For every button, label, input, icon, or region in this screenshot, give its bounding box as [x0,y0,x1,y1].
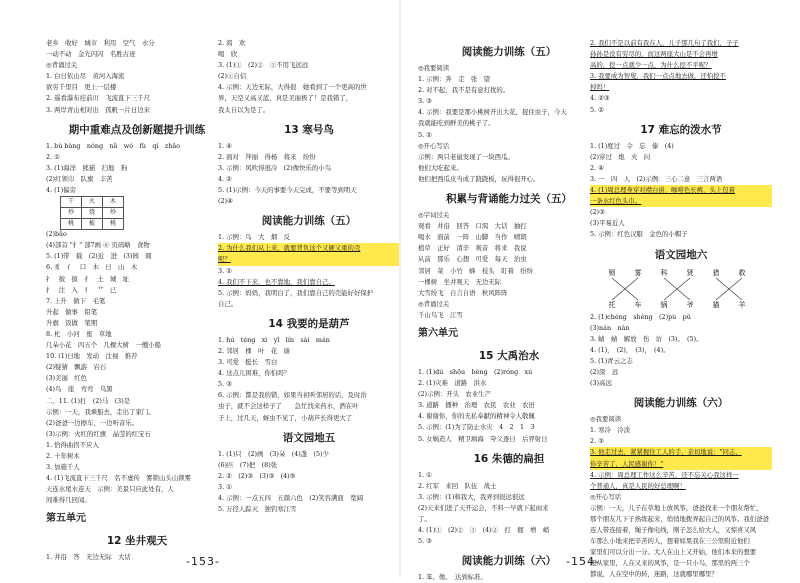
answer-line: 1. ④ [218,141,232,150]
answer-line: 从前 那乐 心想 可爱 每天 治虫 [418,255,527,264]
answer-line: 3. 示例：风吹得很冷 (2)像快乐的小鸟 [218,163,332,172]
answer-line: 我太自以为是了。 [218,105,270,114]
section-heading: 15 大禹治水 [478,349,540,362]
diagram-bottom-char: 锅 [660,300,668,309]
answer-line: 个普通人，真是人民的好总理啊！ [590,481,686,490]
answer-line: ◎我要阅读 [590,415,622,424]
answer-line: 一条水红色头巾。 [590,196,772,207]
answer-line: 虫子，就不会这样子了 急忙找来药水，洒在叶 [218,402,359,411]
answer-line: 自己。 [218,299,238,308]
answer-line: (6)匹 (7)把 (8)张 [218,460,278,469]
answer-line: 3. ② [218,266,232,275]
section-heading: 14 我要的是葫芦 [268,317,350,330]
section-heading: 13 寒号鸟 [284,123,334,136]
answer-line: 呢？ [218,254,400,265]
answer-line: 1. hú téng xì yǐ lín sài mán [218,335,330,344]
answer-line: 2. 红军 来回 队伍 战士 [418,481,497,490]
grid-cell: 木 [102,196,124,208]
answer-line: 2. ② (2)③ (3)③ (4)⑤ [218,471,296,480]
diagram-bottom-char: 托 [608,300,616,309]
answer-line: 4. 示例：天边无际，大得很 她看到了一个更高的世 [218,83,367,92]
answer-line: 喝水 面前 一阵 山脚 当作 晴朗 [418,233,527,242]
answer-line: (2)③ [590,208,605,217]
answer-line: 3. 一 四 人 (2)示例：三心二意 三言两语 [590,174,723,183]
answer-line: 你辛苦了，人民感谢你！" [590,459,772,470]
answer-line: 升旗 饭做 笔期 [46,318,98,327]
answer-line: (2)疑猜 飘游 岩石 [46,363,107,372]
answer-line: ◎背诵过关 [46,61,78,70]
answer-line: (2)爸爸一边擦车，一边听音乐。 [46,418,139,427]
answer-line: 5. ② [418,130,432,139]
answer-line: 1. ① [418,470,432,479]
answer-line: 4. (1)， (2)， (3)， (4)。 [590,345,670,354]
answer-line: 掉吗！ [590,83,610,92]
answer-line: 5. (1)带 载 (2)近 进 (3)园 圆 [46,252,152,261]
answer-line: 植草 正好 清辛 观音 将来 我说 [418,244,527,253]
answer-line: 几朵小花 四五个 几棵大树 一艘小船 [46,341,162,350]
section-heading: 语文园地五 [282,431,336,444]
answer-line: (2)红领巾 队旗 丰苦 [46,174,113,183]
answer-line: 4. 示例：一点五四 五颜六色 (2)笑容满面 宽阔 [218,494,363,502]
page-154-right-column [590,38,772,581]
character-grid [60,196,123,229]
answer-line: 1. 示例：鸟 大 烟 反 [218,233,291,242]
answer-line: 5. ② [590,105,604,114]
answer-line: 车那么小地来把辛苦的人，想着如果我在三公里附近他们 [590,537,750,546]
answer-line: 那个朋友几下子熟练起来，悄悄地拨弄起自己的风筝。我们爸爸 [590,515,769,523]
answer-line: 二、11. (1)打 (2)马 (3)是 [46,396,131,405]
answer-line: (3)平易近人 [590,219,625,228]
answer-line: ◎背诵过关 [418,299,450,308]
answer-line: 10. (1)日地 发动 注视 推荐 [46,352,138,361]
answer-line: 都说，人在空中的转，迷路，这就哪里哪里？ [590,570,718,579]
answer-line: 千山鸟飞 江雪 [418,310,463,319]
section-heading: 阅读能力训练（六） [461,555,557,568]
answer-line: (2)天来们进了天开运会，不料一早就下起雨来 [418,503,549,512]
answer-line: 观看 井沿 回答 口渴 大话 抽打 [418,222,527,231]
matching-diagram [590,266,772,310]
section-heading: 12 坐井观天 [106,535,168,548]
answer-line: 3. 我要成为智叟，我们一点点地去做，还怕挖不 [590,72,726,81]
answer-line: (2)④ [218,197,233,206]
answer-line: 7. 上升 做下 毛笔 [46,296,106,305]
answer-line: 1. (1)只 (2)画 (3)朵 (4)盏 (5)少 [218,449,329,458]
grid-cell: 烧 [81,207,103,219]
diagram-top-char: 猎 [712,268,720,277]
answer-line: 示例：两只老鼠发现了一块西瓜。 [418,152,514,161]
answer-line: 连人带连接着，绳子像电线，刚子怎么给大人，又惊喜又风 [590,526,757,535]
answer-line: 界，天空又高又蓝，真是美丽极了！是我错了， [218,94,353,103]
page-number: -154- [566,555,600,568]
answer-line: 8. 朼 小河 座 草地 [46,329,112,338]
answer-line: (3)nán nàn [590,323,630,332]
answer-line: (3)示例：火红的红旗 晶莹的红宝石 [46,429,151,438]
answer-line: ◎字词过关 [418,211,450,220]
diagram-bottom-char: 爷 [686,300,694,309]
answer-line: 2. 遥看瀑布挂前川 飞流直下三千尺 [46,94,150,103]
section-heading: 17 难忘的泼水节 [640,123,722,136]
answer-line: 6. 示例：都是我的错，如果当初听邻居的话，及时治 [218,391,367,400]
answer-line: 4. 谢谢你，你的无私奉献的精神令人敬佩 [418,412,535,421]
diagram-top-char: 锁 [608,268,616,277]
answer-line: 5. 示例：(1)为了防止水灾 4 2 1 3 [418,423,535,432]
answer-line: 了。 [418,515,431,523]
answer-line: 孙孙是没有穷尽的，而这两座大山是不会再增 [590,50,718,59]
section-heading: 期中重难点及创新题提升训练 [68,123,206,136]
diagram-top-char: 雾 [634,268,642,277]
answer-line: (4)鸟 座 弯弯 乌黑 [46,385,113,394]
answer-line: 5. 示例：妈妈，我明白了，我们靠自己的壳能好好保护 [218,288,374,297]
answer-line: 5. 万径人踪灭 独钓寒江雪 [218,505,297,514]
answer-line: ◎我要阅读 [418,64,450,72]
section-heading: 阅读能力训练（五） [461,46,557,58]
answer-line: 5. ③ [418,537,432,546]
section-heading: 阅读能力训练（五） [261,215,357,228]
answer-line: 1. 井沿 答 无边无际 大话 [46,553,131,562]
answer-line: ◎开心写话 [590,492,622,501]
section-heading: 语文园地六 [654,248,708,261]
answer-line: (3)高远 [590,379,612,388]
answer-line: 2. 面对 拜丽 得杨 将来 纷纷 [218,152,316,161]
answer-line: 4. (1)① (2)② ③ (4)② 打 握 增 峭 [418,526,550,535]
answer-line: 扌 注 入 亻 艹 已 [46,285,117,294]
diagram-bottom-char: 羊 [738,300,746,309]
answer-line: 欲穷千里目 更上一层楼 [46,83,117,92]
answer-line: 3. 可爱 挺长 雪白 [218,358,278,367]
answer-line: 2. 十年树木 [46,452,80,460]
answer-line: 6. 豸 亻 口 木 日 山 木 [46,263,138,272]
answer-line: (2)bǎo [46,230,67,239]
page-153-right-column [218,38,400,515]
answer-line: 2. 对不起，我不是有意打扰的。 [418,86,510,95]
section-heading: 积累与背诵能力过关（五） [446,193,572,206]
answer-line: 4. (1)周总理身穿对襟白褂，咖啡色长裤，头上包着 [590,185,772,196]
answer-line: (3)美丽 红色 [46,374,88,383]
page-153-left-column [46,38,228,564]
grid-cell: 桃 [60,218,82,230]
answer-line: 1. 恰得曲拐不应入 [46,440,99,449]
answer-line: 5. 示例：红色汉服 金色的小帽子 [590,230,688,239]
answer-line: (2)①自信 [218,72,247,81]
diagram-top-char: 贤 [686,268,694,277]
answer-line: 2. ③ [590,437,604,446]
answer-line: 子上，过几天，蚜虫不见了，小葫芦长得更大了 [218,413,353,422]
diagram-bottom-char: 车 [634,300,642,309]
answer-line: 4. 示例：我要是那小桃树开出大花，捉住虫子，今天 [418,108,567,117]
grid-cell: 干 [60,196,82,208]
answer-line: (2)穿过 炮 火 问 [590,152,651,161]
answer-line: (2)深 远 [590,367,619,376]
answer-line: 喝 欣 [218,50,238,59]
answer-line: 升起 做事 铅笔 [46,307,98,316]
answer-line: 邻居 菜 小竹 蜂 枝头 盯着 纷纷 [418,266,534,275]
diagram-top-char: 救 [738,268,746,277]
answer-line: (2)示例：开头 农业生产 [418,390,491,399]
answer-line: 3. 示例：(1)和我大，我弄到很远很远 [418,492,525,501]
answer-line: 高的，挖一点就少一点，为什么挖不平呢？ [590,61,712,70]
grid-cell: 梳 [81,218,103,230]
answer-line: 1. 示例：奔 走 张 望 [418,75,491,84]
answer-line: 间难得几回闻。 [46,496,91,505]
answer-line: 示例：一天，我乘船去，走出了家门。 [46,407,155,416]
answer-line: 1. (1)dú shōu bèng (2)róng xú [418,367,533,376]
diagram-bottom-char: 猫 [712,300,720,309]
answer-line: 3. 蜻 蜻 解放 伤 访 (3)。 (5)。 [590,334,703,343]
answer-line: 2. ① [46,152,60,161]
answer-line: 扌 披 拔 扌 土 城 址 [46,274,130,283]
answer-line: 2. (1)chéng shèng (2)pù pǔ [590,312,691,321]
answer-line: 5. (1)示例：今天的事要今天完成，不要等到明天 [218,186,357,195]
answer-line: 1. (1)度过 令 忘 傣 (4) [590,141,674,150]
answer-line: 他们大吃起来。 [418,163,463,172]
answer-line: 3. (1)海洋 熊猫 扫地 狗 [46,163,128,172]
answer-line: 示例：一天，儿子在草地上放风筝，爸爸找来一个朋友帮忙， [590,503,763,512]
answer-line: 2. ④ [590,163,604,172]
answer-line: ◎开心写话 [418,141,450,150]
answer-line: 2. 为什么我们从上来，就要背负这个又硬又重的壳 [218,243,400,254]
answer-line: 跟从家里，人在又来的风筝，是一只小鸟，那里的两三个 [590,559,750,568]
answer-line: 4. ②③ [590,94,610,103]
answer-line: 2. (1)灾难 道路 洪水 [418,379,487,388]
answer-line: 一棵树 坐井观天 无边无际 [418,277,502,286]
answer-line: 5. 女娲造人 精卫填海 夸父逐日 后羿射日 [418,434,548,443]
page-number: -153- [186,555,220,568]
answer-line: 3. ① [218,482,232,491]
answer-line: 3. 加施千人 [46,463,80,472]
answer-line: 家里们可以分出一分。大人在山上又开始，他们本来的想要 [590,548,757,557]
answer-line: 1. 笨。像。 达到标准。 [418,573,487,582]
answer-line: 天连水尾水连天 示例：美景只应此处有，人 [46,485,174,494]
answer-line: 3. 道路 播种 治理 农民 农业 农田 [418,401,535,410]
page-154-left-column [418,38,600,583]
answer-line: 他们把西瓜皮当成了跷跷板，玩得很开心。 [418,174,540,183]
answer-line: 4. ② [218,174,232,183]
page-154 [400,0,800,582]
answer-line: 1. bù bàng nóng nǎ wó fù qí zhǎo [46,141,180,150]
unit-heading: 第六单元 [418,327,458,339]
grid-cell: 桃 [102,218,124,230]
answer-line: 老乡 收好 城市 利用 空气 水分 [46,39,155,47]
answer-line: 5. ③ [218,380,232,389]
answer-line: 4. 示例：周总理工作这么辛苦，还不忘关心我这样一 [590,470,739,479]
answer-line: 3. (1)① (2)② ③不用飞远远 [218,61,309,70]
answer-line: 1. 白日依山尽 黄河入海流 [46,72,125,81]
diagram-top-char: 科 [660,268,668,277]
answer-line: 2. 渴 欢 [218,39,246,47]
grid-cell: 火 [81,196,103,208]
answer-line: (4)部首 "扌" 部7画 ⑥ 页码略 食物 [46,241,150,250]
page-153 [0,0,400,578]
answer-line: 4. (1)偏旁 [46,186,76,195]
answer-line: 4. (1)飞流直下三千尺 名不虚传 雾锁山头山锁雾 [46,474,191,483]
answer-line: 4. 这点儿困难，你怕吗？ [218,369,291,378]
answer-line: 我就能吃到鲜美的桃子了。 [418,119,495,128]
section-heading: 阅读能力训练（六） [633,397,729,410]
answer-line: 1. 寒冷 冷淡 [590,426,631,435]
answer-line: 大雪纷飞 自言自语 秋风阵阵 [418,288,508,297]
section-heading: 16 朱德的扁担 [473,452,545,465]
answer-line: 3. ③ [418,97,432,106]
answer-line: 2. 我们不是以前有我在人，儿子那几句了我们，子子 [590,39,739,47]
answer-line: 5. (1)青云之志 [590,356,633,365]
grid-cell: 炒 [60,207,82,219]
answer-line: 3. 两岸青山相对出 孤帆一片日边来 [46,105,150,114]
unit-heading: 第五单元 [46,513,86,525]
answer-line: 一动不动 金光闪闪 名胜古迹 [46,50,136,59]
answer-line: 2. 邻居 棵 叶 花 谢 [218,346,291,355]
answer-line: 3. 他走过去，紧紧握住工人的手，亲切地说："同志， [590,447,772,458]
answer-line: 4. 我们不下来，也不靠地，我们靠自己。 [218,277,335,286]
grid-cell: 炒 [102,207,124,219]
